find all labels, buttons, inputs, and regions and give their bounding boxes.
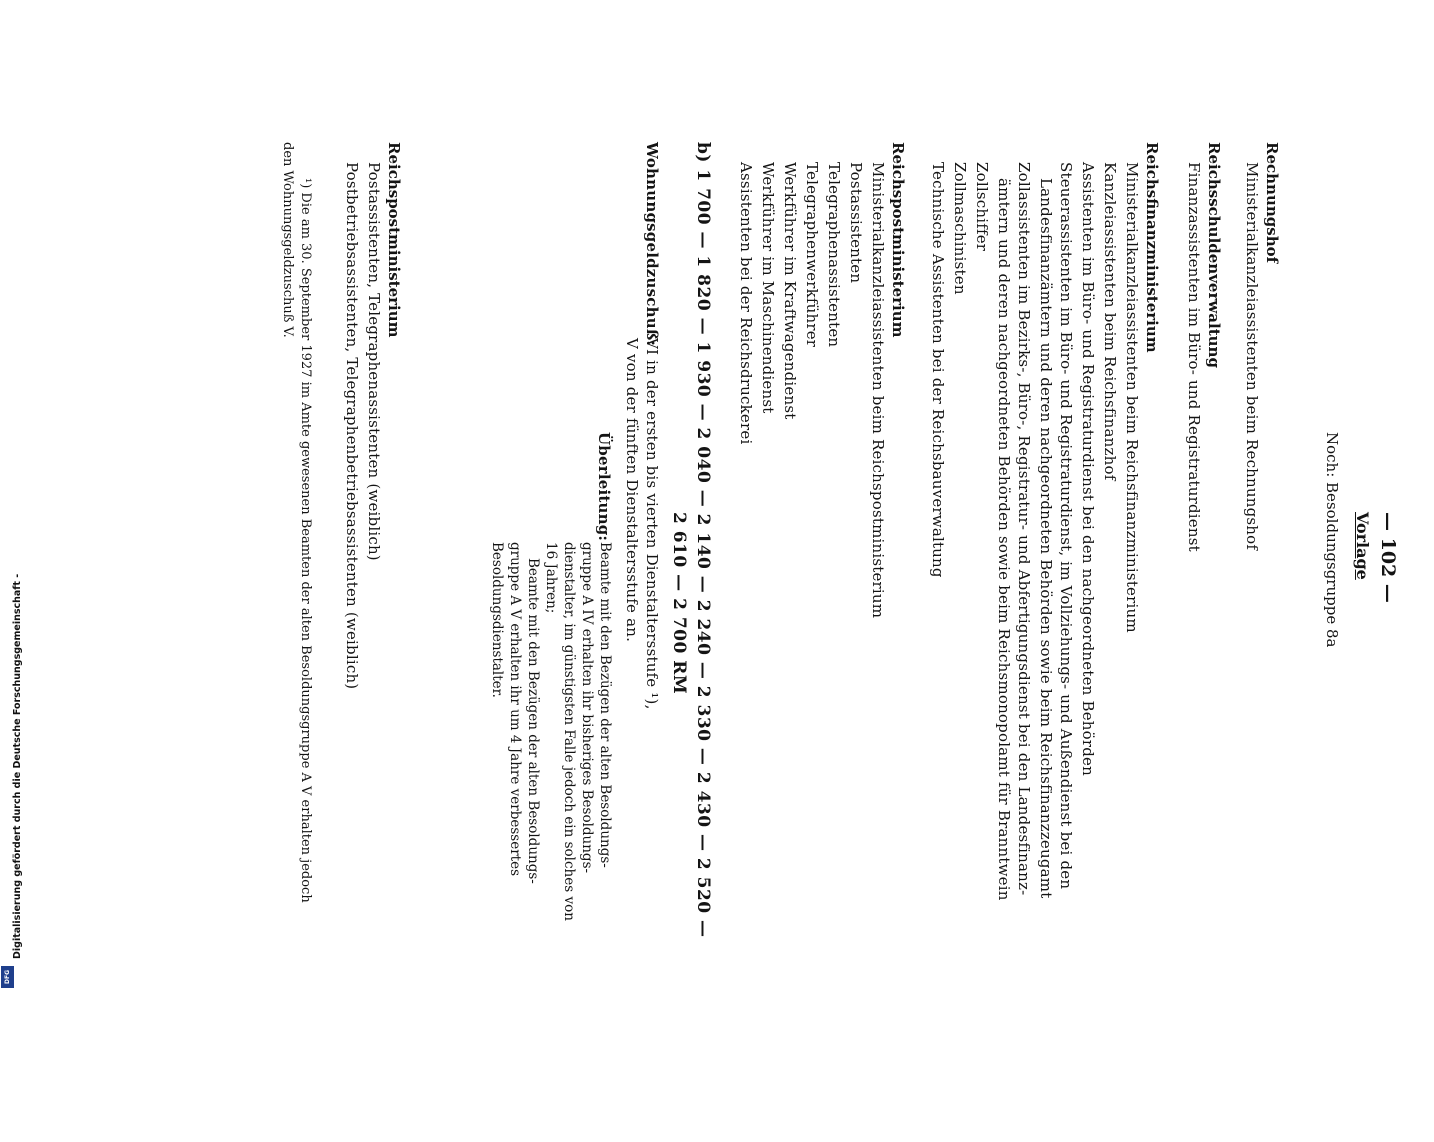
transition-line: gruppe A IV erhalten ihr bisheriges Besoldungs- bbox=[579, 542, 595, 874]
transition-line: 16 Jahren; bbox=[543, 542, 559, 614]
section-line: Werkführer im Kraftwagendienst bbox=[781, 162, 799, 420]
page-number: — 102 — bbox=[1377, 512, 1399, 603]
section-line: Telegraphenwerkführer bbox=[803, 162, 821, 348]
digitization-credit: Digitalisierung gefördert durch die Deutsche Forschungsgemeinschaft - bbox=[12, 573, 23, 959]
pay-group-label: Noch: Besoldungsgruppe 8a bbox=[1323, 432, 1341, 648]
section-line: Ministerialkanzleiassistenten beim Rechnungshof bbox=[1243, 162, 1261, 551]
section-heading-reichspostministerium: Reichspostministerium bbox=[889, 142, 907, 338]
section-line: Telegraphenassistenten bbox=[825, 162, 843, 348]
housing-allowance-label: Wohnungsgeldzuschuß: bbox=[643, 142, 661, 347]
transition-line: gruppe A V erhalten ihr um 4 Jahre verbessertes bbox=[507, 542, 523, 876]
housing-allowance-line: VI in der ersten bis vierten Dienstaltersstufe ¹), bbox=[643, 338, 661, 710]
transition-line: dienstalter, im günstigsten Falle jedoch ein solches von bbox=[561, 542, 577, 921]
section-line: Assistenten bei der Reichsdruckerei bbox=[737, 162, 755, 445]
rotated-page bbox=[149, 142, 1399, 1142]
section-heading-reichsschuldenverwaltung: Reichsschuldenverwaltung bbox=[1205, 142, 1223, 368]
section-line: Werkführer im Maschinendienst bbox=[759, 162, 777, 414]
section-heading-reichsfinanzministerium: Reichsfinanzministerium bbox=[1143, 142, 1161, 353]
transition-line: Beamte mit den Bezügen der alten Besoldungs- bbox=[525, 558, 541, 884]
section-line: Postbetriebsassistenten, Telegraphenbetriebsassistenten (weiblich) bbox=[343, 162, 361, 690]
section-line: Kanzleiassistenten beim Reichsfinanzhof bbox=[1101, 162, 1119, 481]
footnote-line: den Wohnungsgeldzuschuß V. bbox=[280, 142, 295, 338]
section-line: Finanzassistenten im Büro- und Registraturdienst bbox=[1185, 162, 1203, 552]
section-line: Zollassistenten im Bezirks-, Büro-, Registratur- und Abfertigungsdienst bei den Landesfinanz- bbox=[1015, 162, 1033, 896]
section-line: Steuerassistenten im Büro- und Registraturdienst, im Vollziehungs- und Außendienst bei den bbox=[1057, 162, 1075, 890]
section-heading-rechnungshof: Rechnungshof bbox=[1263, 142, 1281, 264]
section-line: Postassistenten, Telegraphenassistenten (weiblich) bbox=[365, 162, 383, 561]
document-title: Vorlage bbox=[1353, 512, 1372, 580]
transition-line: Besoldungsdienstalter. bbox=[489, 542, 505, 698]
dfg-logo: DFG bbox=[1, 966, 14, 988]
section-line: Landesfinanzämtern und deren nachgeordneten Behörden sowie beim Reichsfinanzzeugamt bbox=[1037, 178, 1055, 899]
housing-allowance-line: V von der fünften Dienstaltersstufe an. bbox=[623, 338, 641, 643]
section-line: ämtern und deren nachgeordneten Behörden sowie beim Reichsmonopolamt für Branntwein bbox=[995, 178, 1013, 901]
salary-scale-line: b) 1 700 — 1 820 — 1 930 — 2 040 — 2 140 — 2 240 — 2 330 — 2 430 — 2 520 — bbox=[693, 142, 713, 938]
section-line: Technische Assistenten bei der Reichsbauverwaltung bbox=[929, 162, 947, 578]
section-line: Postassistenten bbox=[847, 162, 865, 284]
footnote-line: ¹) Die am 30. September 1927 im Amte gewesenen Beamten der alten Besoldungsgruppe A V erhalten jedoch bbox=[298, 178, 313, 903]
transition-label: Überleitung: bbox=[595, 432, 613, 542]
section-line: Zollschiffer bbox=[973, 162, 991, 252]
section-line: Ministerialkanzleiassistenten beim Reichspostministerium bbox=[869, 162, 887, 619]
transition-line: Beamte mit den Bezügen der alten Besoldungs- bbox=[597, 542, 613, 868]
section-line: Ministerialkanzleiassistenten beim Reichsfinanzministerium bbox=[1123, 162, 1141, 633]
section-line: Assistenten im Büro- und Registraturdienst bei den nachgeordneten Behörden bbox=[1079, 162, 1097, 776]
salary-scale-line: 2 610 — 2 700 RM bbox=[669, 512, 689, 695]
section-heading-reichspostministerium-weiblich: Reichspostministerium bbox=[385, 142, 403, 338]
section-line: Zollmaschinisten bbox=[951, 162, 969, 295]
